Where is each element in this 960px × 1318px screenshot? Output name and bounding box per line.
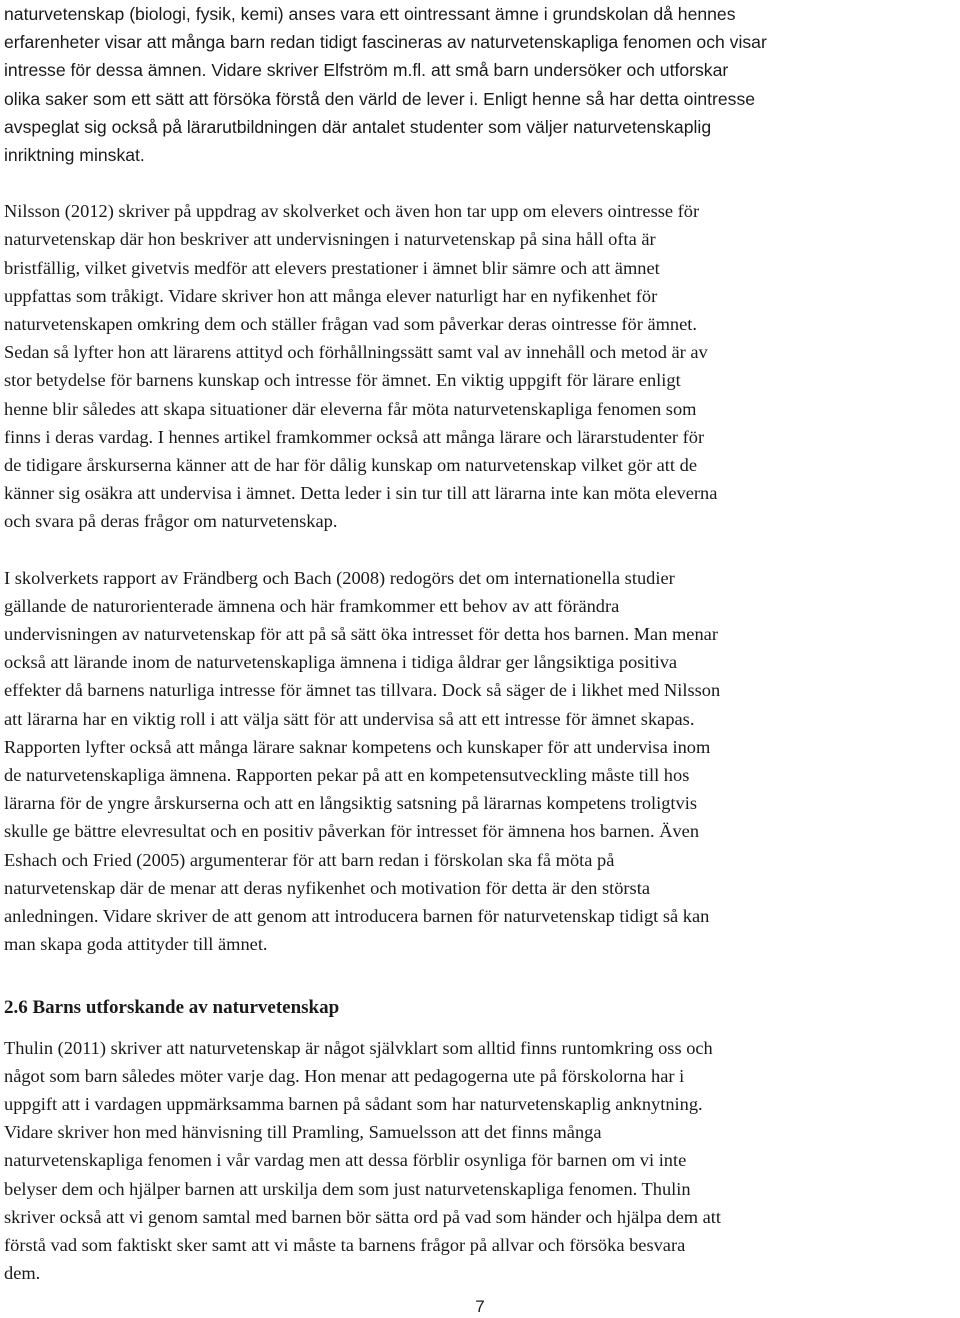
text-line: naturvetenskap där de menar att deras nyfikenhet och motivation för detta är den största — [4, 877, 650, 898]
text-line: bristfällig, vilket givetvis medför att elevers prestationer i ämnet blir sämre och att ämnet — [4, 257, 660, 278]
document-page — [4, 0, 960, 1287]
text-line: gällande de naturorienterade ämnena och här framkommer ett behov av att förändra — [4, 595, 620, 616]
text-line: naturvetenskap (biologi, fysik, kemi) anses vara ett ointressant ämne i grundskolan då hennes — [4, 4, 736, 24]
text-line: att lärarna har en viktig roll i att välja sätt för att undervisa så att ett intresse för ämnet skapas. — [4, 708, 695, 729]
paragraph-skolverket — [4, 564, 960, 959]
paragraph-intro — [4, 0, 960, 169]
text-line: henne blir således att skapa situationer där eleverna får möta naturvetenskapliga fenomen som — [4, 398, 697, 419]
text-line: förstå vad som faktiskt sker samt att vi måste ta barnens frågor på allvar och försöka besvara — [4, 1234, 686, 1255]
text-line: Eshach och Fried (2005) argumenterar för att barn redan i förskolan ska få möta på — [4, 849, 615, 870]
text-line: belyser dem och hjälper barnen att urskilja dem som just naturvetenskapliga fenomen. Thulin — [4, 1178, 691, 1199]
text-line: uppfattas som tråkigt. Vidare skriver hon att många elever naturligt har en nyfikenhet för — [4, 285, 658, 306]
text-line: dem. — [4, 1263, 41, 1284]
text-line: också att lärande inom de naturvetenskapliga ämnena i tidiga åldrar ger långsiktiga positiva — [4, 652, 678, 673]
text-line: skriver också att vi genom samtal med barnen bör sätta ord på vad som händer och hjälpa dem att — [4, 1206, 722, 1227]
text-line: något som barn således möter varje dag. Hon menar att pedagogerna ute på förskolorna har i — [4, 1065, 685, 1086]
page-number: 7 — [475, 1297, 485, 1316]
text-line: erfarenheter visar att många barn redan tidigt fascineras av naturvetenskapliga fenomen och visar — [4, 32, 767, 53]
section-heading: 2.6 Barns utforskande av naturvetenskap — [4, 996, 340, 1018]
text-line: Thulin (2011) skriver att naturvetenskap är något självklart som alltid finns runtomkring oss och — [4, 1037, 713, 1058]
text-line: undervisningen av naturvetenskap för att på så sätt öka intresset för detta hos barnen. Man menar — [4, 624, 718, 645]
text-line: avspeglat sig också på lärarutbildningen där antalet studenter som väljer naturvetenskaplig — [4, 116, 712, 137]
text-line: Rapporten lyfter också att många lärare saknar kompetens och kunskaper för att undervisa inom — [4, 736, 711, 757]
paragraph-gap — [4, 959, 960, 987]
text-line: naturvetenskap där hon beskriver att undervisningen i naturvetenskap på sina håll ofta är — [4, 229, 656, 250]
text-line: Vidare skriver hon med hänvisning till Pramling, Samuelsson att det finns många — [4, 1122, 602, 1143]
text-line: naturvetenskapen omkring dem och ställer frågan vad som påverkar deras ointresse för ämnet. — [4, 314, 697, 335]
text-line: lärarna för de yngre årskurserna och att en långsiktig satsning på lärarnas kompetens troligtvis — [4, 793, 698, 814]
text-line: man skapa goda attityder till ämnet. — [4, 934, 268, 955]
text-line: effekter då barnens naturliga intresse för ämnet tas tillvara. Dock så säger de i likhet med Nilsson — [4, 680, 721, 701]
text-line: de tidigare årskurserna känner att de har för dålig kunskap om naturvetenskap vilket gör att de — [4, 455, 697, 476]
paragraph-thulin — [4, 1034, 960, 1288]
paragraph-gap — [4, 169, 960, 197]
text-line: skulle ge bättre elevresultat och en positiv påverkan för intresset för ämnena hos barnen. Även — [4, 821, 700, 842]
text-line: intresse för dessa ämnen. Vidare skriver Elfström m.fl. att små barn undersöker och utforskar — [4, 60, 729, 81]
paragraph-nilsson — [4, 197, 960, 535]
paragraph-gap — [4, 536, 960, 564]
text-line: de naturvetenskapliga ämnena. Rapporten pekar på att en kompetensutveckling måste till hos — [4, 765, 690, 786]
text-line: och svara på deras frågor om naturvetenskap. — [4, 511, 338, 532]
text-line: stor betydelse för barnens kunskap och intresse för ämnet. En viktig uppgift för lärare enligt — [4, 370, 681, 391]
text-line: uppgift att i vardagen uppmärksamma barnen på sådant som har naturvetenskaplig anknytning. — [4, 1093, 703, 1114]
text-line: anledningen. Vidare skriver de att genom att introducera barnen för naturvetenskap tidigt så kan — [4, 906, 710, 927]
text-line: Sedan så lyfter hon att lärarens attityd och förhållningssätt samt val av innehåll och metod är av — [4, 342, 708, 363]
text-line: finns i deras vardag. I hennes artikel framkommer också att många lärare och lärarstudenter för — [4, 426, 705, 447]
text-line: naturvetenskapliga fenomen i vår vardag men att dessa förblir osynliga för barnen om vi inte — [4, 1150, 687, 1171]
text-line: I skolverkets rapport av Frändberg och Bach (2008) redogörs det om internationella studier — [4, 567, 675, 588]
text-line: känner sig osäkra att undervisa i ämnet. Detta leder i sin tur till att lärarna inte kan möta eleverna — [4, 483, 718, 504]
text-line: inriktning minskat. — [4, 145, 145, 166]
text-line: olika saker som ett sätt att försöka förstå den värld de lever i. Enligt henne så har detta ointresse — [4, 88, 756, 109]
text-line: Nilsson (2012) skriver på uppdrag av skolverket och även hon tar upp om elevers ointresse för — [4, 201, 700, 222]
